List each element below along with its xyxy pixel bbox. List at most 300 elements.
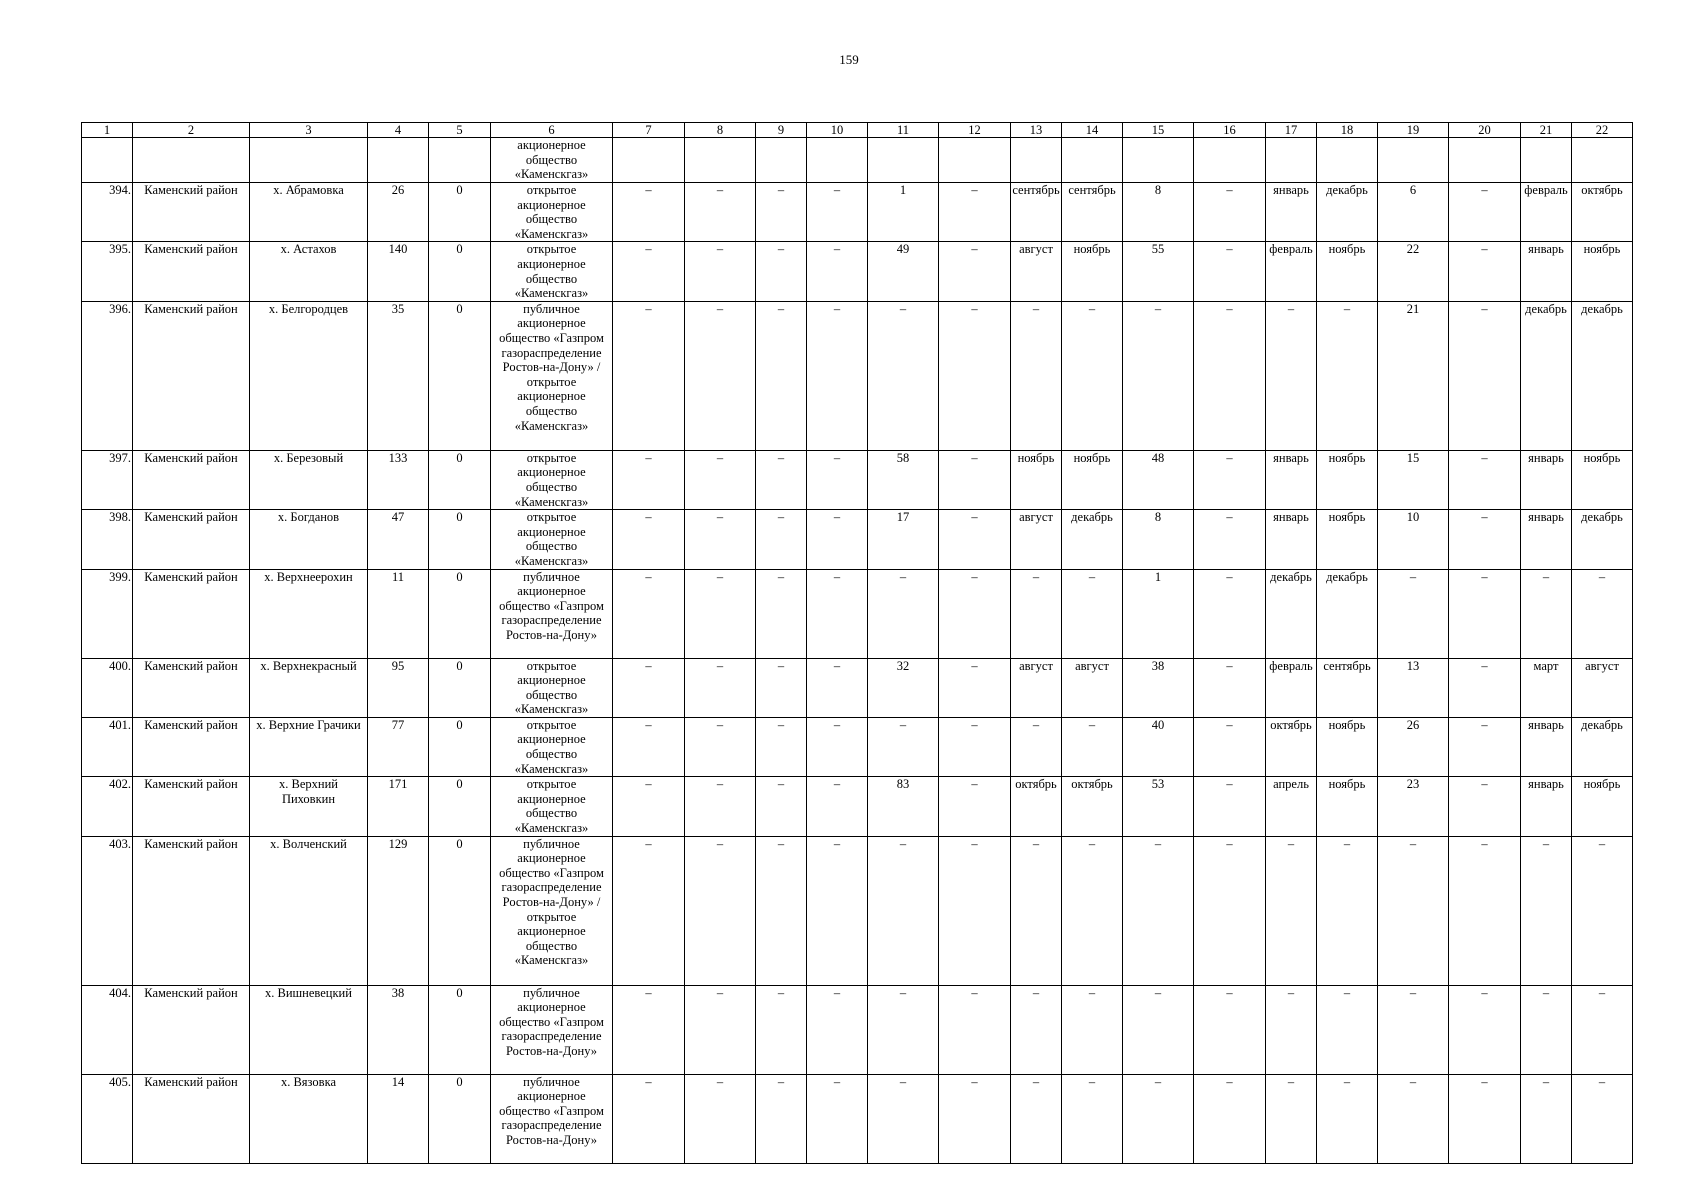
table-cell: – [1449, 450, 1521, 509]
column-number-7: 7 [613, 123, 685, 138]
table-cell [429, 138, 491, 183]
table-cell: х. Вишневецкий [250, 985, 368, 1074]
table-cell: 400. [82, 658, 133, 717]
table-cell: – [685, 183, 756, 242]
table-cell: – [613, 1074, 685, 1163]
column-number-14: 14 [1062, 123, 1123, 138]
table-cell: 129 [368, 836, 429, 985]
table-cell: 8 [1123, 510, 1194, 569]
table-cell: Каменский район [133, 510, 250, 569]
table-cell: – [1194, 836, 1266, 985]
column-number-20: 20 [1449, 123, 1521, 138]
table-cell: – [1194, 658, 1266, 717]
table-row [82, 510, 1633, 569]
table-cell: январь [1266, 510, 1317, 569]
table-cell: – [613, 301, 685, 450]
column-number-9: 9 [756, 123, 807, 138]
table-cell: февраль [1266, 658, 1317, 717]
table-cell [368, 138, 429, 183]
table-cell [1266, 138, 1317, 183]
table-cell: – [939, 717, 1011, 776]
table-cell: публичное акционерное общество «Газпром газораспределение Ростов-на-Дону» / открытое акционерное общество «Каменскгаз» [491, 301, 613, 450]
table-cell: 402. [82, 777, 133, 836]
table-cell: январь [1266, 183, 1317, 242]
table-cell: – [939, 985, 1011, 1074]
table-cell: 394. [82, 183, 133, 242]
table-cell: – [756, 658, 807, 717]
table-cell [807, 138, 868, 183]
table-cell: – [1011, 301, 1062, 450]
table-cell: – [1378, 985, 1449, 1074]
table-cell [133, 138, 250, 183]
table-cell: х. Вязовка [250, 1074, 368, 1163]
table-cell [1317, 138, 1378, 183]
table-cell: 23 [1378, 777, 1449, 836]
table-cell: 0 [429, 510, 491, 569]
table-cell: – [1449, 717, 1521, 776]
table-cell: – [685, 450, 756, 509]
table-cell: – [1449, 777, 1521, 836]
table-cell: 77 [368, 717, 429, 776]
table-cell: – [613, 242, 685, 301]
table-cell: – [613, 658, 685, 717]
table-cell: Каменский район [133, 301, 250, 450]
table-cell: – [1062, 569, 1123, 658]
table-cell [613, 138, 685, 183]
table-cell: Каменский район [133, 985, 250, 1074]
table-cell: 38 [368, 985, 429, 1074]
table-cell: 53 [1123, 777, 1194, 836]
table-cell: ноябрь [1317, 717, 1378, 776]
table-row [82, 777, 1633, 836]
table-cell: – [807, 985, 868, 1074]
table-cell: октябрь [1572, 183, 1633, 242]
column-number-13: 13 [1011, 123, 1062, 138]
table-cell: – [613, 836, 685, 985]
table-cell: – [1194, 450, 1266, 509]
column-number-16: 16 [1194, 123, 1266, 138]
table-cell: – [685, 985, 756, 1074]
column-number-5: 5 [429, 123, 491, 138]
table-cell: 8 [1123, 183, 1194, 242]
table-cell [1011, 138, 1062, 183]
table-cell: – [1521, 836, 1572, 985]
table-cell: – [1011, 1074, 1062, 1163]
table-cell: – [1317, 836, 1378, 985]
table-cell: сентябрь [1317, 658, 1378, 717]
table-cell: – [1062, 985, 1123, 1074]
table-cell: – [1011, 836, 1062, 985]
table-cell: – [939, 658, 1011, 717]
table-cell [1123, 138, 1194, 183]
column-number-1: 1 [82, 123, 133, 138]
table-cell: х. Верхнекрасный [250, 658, 368, 717]
table-cell: – [1449, 510, 1521, 569]
table-cell: – [685, 569, 756, 658]
table-cell: 21 [1378, 301, 1449, 450]
table-cell: – [1317, 985, 1378, 1074]
table-cell: январь [1521, 242, 1572, 301]
table-cell: – [685, 836, 756, 985]
table-cell [868, 138, 939, 183]
table-cell [1062, 138, 1123, 183]
table-cell: ноябрь [1011, 450, 1062, 509]
table-cell: – [868, 569, 939, 658]
table-cell: – [1011, 569, 1062, 658]
table-cell: – [807, 1074, 868, 1163]
table-cell: сентябрь [1011, 183, 1062, 242]
table-cell: декабрь [1521, 301, 1572, 450]
table-cell: ноябрь [1572, 242, 1633, 301]
table-cell: – [1521, 569, 1572, 658]
table-cell: Каменский район [133, 777, 250, 836]
table-cell: – [1449, 1074, 1521, 1163]
table-cell: – [1572, 1074, 1633, 1163]
table-cell: ноябрь [1317, 450, 1378, 509]
table-cell: 405. [82, 1074, 133, 1163]
table-cell: – [807, 658, 868, 717]
table-cell: – [1123, 301, 1194, 450]
page-number: 159 [839, 52, 859, 67]
table-cell: – [1194, 985, 1266, 1074]
table-cell: – [939, 301, 1011, 450]
table-cell: август [1572, 658, 1633, 717]
table-cell: – [1378, 1074, 1449, 1163]
table-cell: открытое акционерное общество «Каменскгаз» [491, 717, 613, 776]
table-cell: – [613, 183, 685, 242]
table-cell: х. Астахов [250, 242, 368, 301]
table-row [82, 985, 1633, 1074]
table-cell: – [939, 242, 1011, 301]
table-cell: январь [1521, 450, 1572, 509]
table-cell: 0 [429, 242, 491, 301]
table-cell: – [807, 301, 868, 450]
column-number-17: 17 [1266, 123, 1317, 138]
table-cell: 396. [82, 301, 133, 450]
table-cell [756, 138, 807, 183]
table-cell: – [756, 717, 807, 776]
table-cell: – [1194, 777, 1266, 836]
table-cell: – [685, 510, 756, 569]
table-cell: – [685, 717, 756, 776]
table-cell: – [1266, 1074, 1317, 1163]
table-cell: – [1266, 836, 1317, 985]
table-cell: 0 [429, 658, 491, 717]
table-cell: август [1011, 242, 1062, 301]
table-cell: – [613, 985, 685, 1074]
table-cell: сентябрь [1062, 183, 1123, 242]
table-cell: 399. [82, 569, 133, 658]
table-cell: февраль [1521, 183, 1572, 242]
table-cell: август [1011, 510, 1062, 569]
table-cell: ноябрь [1062, 242, 1123, 301]
table-cell: – [1317, 301, 1378, 450]
table-cell: – [613, 777, 685, 836]
table-cell: 22 [1378, 242, 1449, 301]
table-cell: – [1062, 836, 1123, 985]
table-cell: – [939, 183, 1011, 242]
table-cell: – [939, 777, 1011, 836]
table-cell: – [939, 836, 1011, 985]
table-cell: – [613, 510, 685, 569]
table-cell: открытое акционерное общество «Каменскгаз» [491, 777, 613, 836]
table-cell: – [1449, 183, 1521, 242]
table-cell: – [685, 777, 756, 836]
table-cell: 48 [1123, 450, 1194, 509]
table-cell: – [685, 658, 756, 717]
table-cell: – [1123, 836, 1194, 985]
table-cell: – [1572, 985, 1633, 1074]
table-cell: 397. [82, 450, 133, 509]
table-cell: октябрь [1011, 777, 1062, 836]
table-cell: январь [1521, 777, 1572, 836]
table-cell: декабрь [1572, 301, 1633, 450]
table-cell: – [1194, 183, 1266, 242]
table-cell: – [807, 569, 868, 658]
table-cell: – [756, 450, 807, 509]
table-cell [685, 138, 756, 183]
table-cell: х. Верхние Грачики [250, 717, 368, 776]
table-cell: – [1062, 1074, 1123, 1163]
table-cell: Каменский район [133, 183, 250, 242]
table-cell: – [1123, 985, 1194, 1074]
table-cell: 17 [868, 510, 939, 569]
table-cell: 0 [429, 301, 491, 450]
table-cell: ноябрь [1572, 777, 1633, 836]
table-cell: – [1011, 717, 1062, 776]
column-number-22: 22 [1572, 123, 1633, 138]
table-cell: Каменский район [133, 242, 250, 301]
table-cell: ноябрь [1317, 777, 1378, 836]
table-cell: – [1194, 510, 1266, 569]
table-cell: открытое акционерное общество «Каменскгаз» [491, 658, 613, 717]
table-cell: 133 [368, 450, 429, 509]
table-cell: 58 [868, 450, 939, 509]
table-row [82, 242, 1633, 301]
column-number-12: 12 [939, 123, 1011, 138]
table-cell: 49 [868, 242, 939, 301]
table-cell: – [1521, 985, 1572, 1074]
table-cell: 26 [368, 183, 429, 242]
table-cell: – [1572, 836, 1633, 985]
table-cell [1449, 138, 1521, 183]
table-cell: – [1062, 301, 1123, 450]
table-cell: 26 [1378, 717, 1449, 776]
table-cell: – [868, 717, 939, 776]
table-cell: открытое акционерное общество «Каменскгаз» [491, 450, 613, 509]
table-cell: – [1194, 301, 1266, 450]
table-cell: х. Верхнеерохин [250, 569, 368, 658]
table-cell: – [1449, 301, 1521, 450]
table-cell [250, 138, 368, 183]
table-row [82, 183, 1633, 242]
table-cell: – [868, 985, 939, 1074]
column-number-8: 8 [685, 123, 756, 138]
table-cell: – [939, 510, 1011, 569]
table-cell: – [1378, 569, 1449, 658]
table-cell: 15 [1378, 450, 1449, 509]
table-cell: декабрь [1317, 569, 1378, 658]
table-cell: – [1194, 242, 1266, 301]
table-cell: 95 [368, 658, 429, 717]
table-cell: февраль [1266, 242, 1317, 301]
table-cell: – [1194, 569, 1266, 658]
table-cell [82, 138, 133, 183]
table-cell: декабрь [1317, 183, 1378, 242]
table-cell: – [939, 1074, 1011, 1163]
table-cell: – [685, 1074, 756, 1163]
table-cell: Каменский район [133, 450, 250, 509]
table-row [82, 1074, 1633, 1163]
table-cell: – [685, 301, 756, 450]
table-cell: – [939, 450, 1011, 509]
table-cell: январь [1266, 450, 1317, 509]
table-cell: 0 [429, 1074, 491, 1163]
table-cell: – [868, 836, 939, 985]
column-number-2: 2 [133, 123, 250, 138]
table-row [82, 658, 1633, 717]
column-number-10: 10 [807, 123, 868, 138]
table-cell: 6 [1378, 183, 1449, 242]
table-cell: 13 [1378, 658, 1449, 717]
table-cell: х. Абрамовка [250, 183, 368, 242]
table-cell [1572, 138, 1633, 183]
table-cell: – [613, 450, 685, 509]
table-cell: 47 [368, 510, 429, 569]
table-cell: х. Верхний Пиховкин [250, 777, 368, 836]
column-number-19: 19 [1378, 123, 1449, 138]
column-number-3: 3 [250, 123, 368, 138]
table-cell: 83 [868, 777, 939, 836]
table-cell: – [756, 242, 807, 301]
table-cell: открытое акционерное общество «Каменскгаз» [491, 510, 613, 569]
table-cell: – [756, 510, 807, 569]
table-cell: октябрь [1266, 717, 1317, 776]
table-row [82, 301, 1633, 450]
table-cell: – [1378, 836, 1449, 985]
table-cell: – [756, 777, 807, 836]
table-cell: 140 [368, 242, 429, 301]
table-cell: август [1062, 658, 1123, 717]
table-cell: декабрь [1572, 510, 1633, 569]
table-cell: – [868, 301, 939, 450]
table-cell: – [1317, 1074, 1378, 1163]
table-cell: – [1266, 985, 1317, 1074]
table-cell: Каменский район [133, 1074, 250, 1163]
table-cell: открытое акционерное общество «Каменскгаз» [491, 242, 613, 301]
table-cell: – [613, 717, 685, 776]
table-cell: х. Богданов [250, 510, 368, 569]
column-number-4: 4 [368, 123, 429, 138]
table-cell: 0 [429, 777, 491, 836]
table-cell: 38 [1123, 658, 1194, 717]
table-cell: 35 [368, 301, 429, 450]
table-cell: – [756, 569, 807, 658]
table-cell: х. Белгородцев [250, 301, 368, 450]
table-cell: – [807, 183, 868, 242]
table-cell: 1 [1123, 569, 1194, 658]
table-cell [1521, 138, 1572, 183]
table-cell: 171 [368, 777, 429, 836]
table-cell: Каменский район [133, 836, 250, 985]
table-cell: 0 [429, 569, 491, 658]
table-cell: – [807, 717, 868, 776]
table-cell: акционерное общество «Каменскгаз» [491, 138, 613, 183]
table-cell: – [807, 777, 868, 836]
table-row [82, 569, 1633, 658]
table-cell: – [1194, 717, 1266, 776]
table-cell: 32 [868, 658, 939, 717]
table-cell: – [756, 985, 807, 1074]
table-cell: – [1572, 569, 1633, 658]
table-cell: – [807, 510, 868, 569]
table-cell: – [1521, 1074, 1572, 1163]
column-number-11: 11 [868, 123, 939, 138]
table-cell: 404. [82, 985, 133, 1074]
table-cell: 0 [429, 985, 491, 1074]
table-cell: – [807, 836, 868, 985]
table-cell: х. Волченский [250, 836, 368, 985]
table-cell: – [1062, 717, 1123, 776]
table-row [82, 138, 1633, 183]
table-cell: – [1449, 836, 1521, 985]
header-row [82, 123, 1633, 138]
column-number-6: 6 [491, 123, 613, 138]
table-cell: Каменский район [133, 717, 250, 776]
table-cell: декабрь [1266, 569, 1317, 658]
table-cell: ноябрь [1317, 242, 1378, 301]
table-cell: ноябрь [1317, 510, 1378, 569]
table-cell: ноябрь [1572, 450, 1633, 509]
table-cell: – [1449, 985, 1521, 1074]
column-number-18: 18 [1317, 123, 1378, 138]
table-cell: 11 [368, 569, 429, 658]
table-cell: – [1449, 242, 1521, 301]
table-cell: 10 [1378, 510, 1449, 569]
table-cell: – [1194, 1074, 1266, 1163]
table-cell: август [1011, 658, 1062, 717]
table-cell: – [613, 569, 685, 658]
table-cell: 0 [429, 450, 491, 509]
table-cell: публичное акционерное общество «Газпром газораспределение Ростов-на-Дону» [491, 985, 613, 1074]
table-cell: – [868, 1074, 939, 1163]
table-cell: январь [1521, 717, 1572, 776]
table-cell: 14 [368, 1074, 429, 1163]
table-cell: – [756, 1074, 807, 1163]
table-cell: декабрь [1062, 510, 1123, 569]
table-cell: – [1449, 658, 1521, 717]
table-cell: Каменский район [133, 569, 250, 658]
table-cell: январь [1521, 510, 1572, 569]
table-cell: – [756, 183, 807, 242]
column-number-21: 21 [1521, 123, 1572, 138]
table-cell: публичное акционерное общество «Газпром газораспределение Ростов-на-Дону» [491, 1074, 613, 1163]
table-cell [1194, 138, 1266, 183]
data-table [81, 122, 1633, 1164]
table-cell: – [939, 569, 1011, 658]
table-cell [1378, 138, 1449, 183]
table-cell: – [807, 450, 868, 509]
table-cell: 0 [429, 183, 491, 242]
table-cell: 40 [1123, 717, 1194, 776]
table-row [82, 717, 1633, 776]
table-cell [939, 138, 1011, 183]
table-cell: публичное акционерное общество «Газпром газораспределение Ростов-на-Дону» / открытое акционерное общество «Каменскгаз» [491, 836, 613, 985]
table-cell: публичное акционерное общество «Газпром газораспределение Ростов-на-Дону» [491, 569, 613, 658]
table-cell: 0 [429, 836, 491, 985]
table-cell: 0 [429, 717, 491, 776]
table-cell: 55 [1123, 242, 1194, 301]
